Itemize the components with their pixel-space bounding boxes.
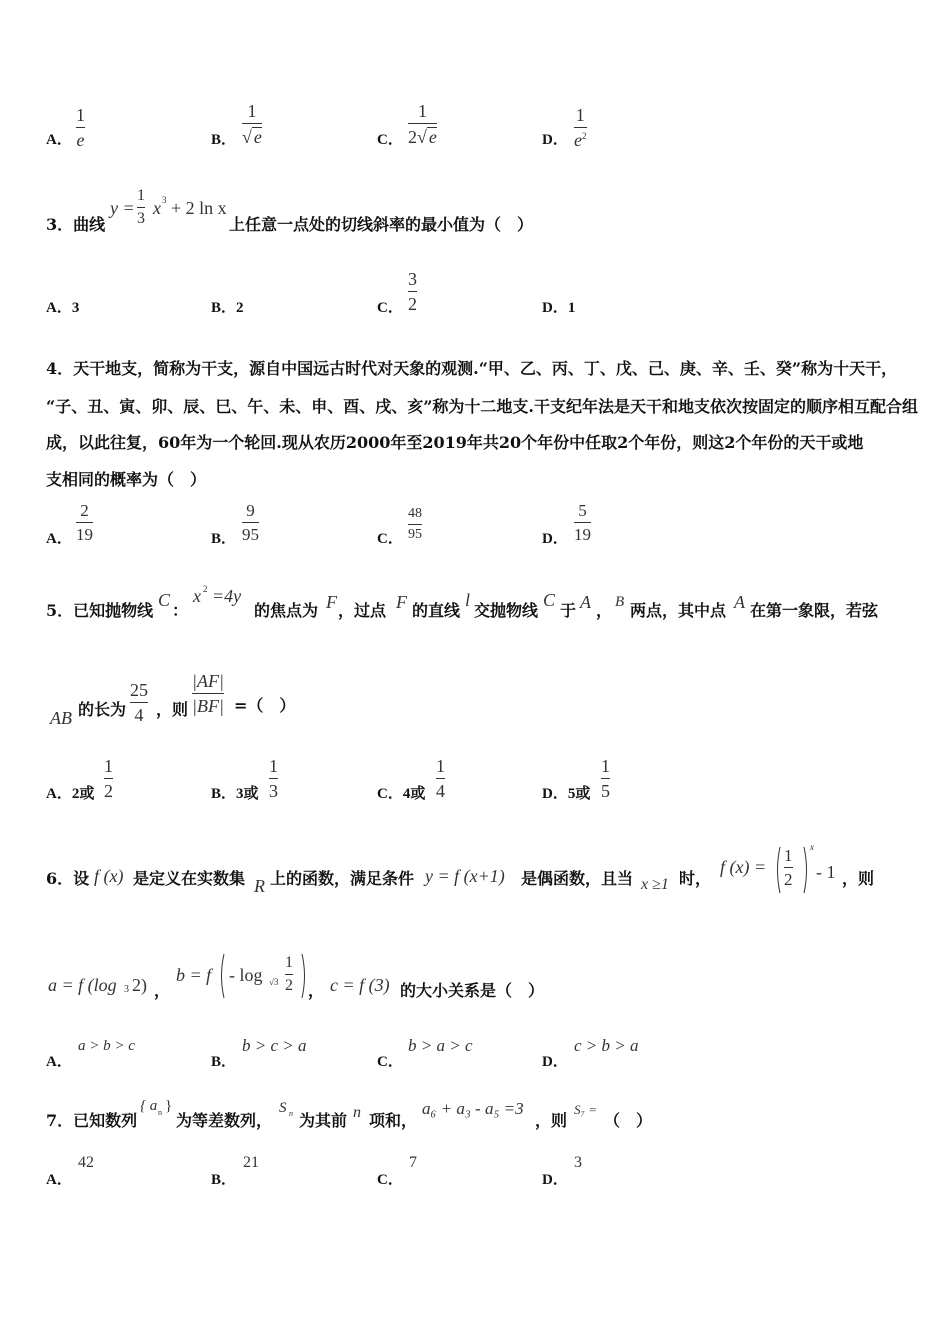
- q5-text-5: 交抛物线: [474, 601, 539, 620]
- q6-text-3: 上的函数，满足条件: [270, 869, 415, 888]
- q5-symbol-a: A: [580, 592, 591, 612]
- q6-text-1: 6．设: [46, 869, 90, 888]
- q2-option-c-value: 1 2√ e: [408, 101, 437, 147]
- q6-x-ge-1: x ≥1: [641, 876, 669, 893]
- q3-prefix: 3．曲线: [46, 215, 106, 234]
- q6-b-sub: √3: [269, 977, 279, 987]
- q7-text-1: 7．已知数列: [46, 1111, 138, 1130]
- q3-suffix: 上任意一点处的切线斜率的最小值为（ ）: [229, 215, 534, 234]
- q5-option-a-label: A．2或: [46, 786, 95, 802]
- q6-a-sub: 3: [124, 984, 129, 995]
- q7-n: n: [353, 1104, 361, 1121]
- q3-formula-fraction: 1 3: [137, 187, 145, 227]
- q5-option-d-value: 1 5: [601, 756, 610, 801]
- q7-seq-close: }: [165, 1098, 173, 1114]
- q2-option-a-value: 1 e: [76, 105, 85, 150]
- q5-symbol-ab: AB: [50, 708, 72, 728]
- q2-option-d-value: 1 $e^2$: [574, 105, 587, 150]
- q3-option-d: D．1: [542, 300, 576, 316]
- q5-ratio-fraction: |AF| |BF|: [192, 671, 224, 716]
- q5-text-10: ，则: [156, 700, 189, 719]
- q6-a-expr: a = f (log: [48, 975, 117, 995]
- q5-text-8: 在第一象限，若弦: [750, 601, 879, 620]
- q7-option-c-label: C．: [377, 1172, 403, 1188]
- q4-option-a-label: A．: [46, 531, 72, 547]
- q3-formula-exp: 3: [162, 195, 167, 205]
- q3-formula-tail: + 2 ln x: [171, 198, 227, 218]
- q5-eq-lhs: x: [193, 586, 201, 606]
- q6-def-lhs: f (x) =: [720, 857, 767, 877]
- q7-text-2: 为等差数列，: [176, 1111, 273, 1130]
- q4-option-c-value: 48 95: [408, 506, 422, 542]
- q5-text-1: 5．已知抛物线: [46, 601, 154, 620]
- q5-length-fraction: 25 4: [130, 680, 148, 725]
- q6-text-4: 是偶函数，且当: [521, 869, 634, 888]
- q3-formula-x: x: [153, 198, 161, 218]
- q5-symbol-b: B: [615, 594, 625, 610]
- q3-option-b: B．2: [211, 300, 244, 316]
- q6-a-tail: 2): [132, 975, 147, 995]
- q3-option-c-value: 3 2: [408, 269, 417, 314]
- q7-text-3: 为其前: [299, 1111, 348, 1130]
- q5-text-4: 的直线: [412, 601, 461, 620]
- q2-option-b-label: B．: [211, 132, 237, 148]
- q5-option-a-value: 1 2: [104, 756, 113, 801]
- q5-text-2: 的焦点为: [254, 601, 319, 620]
- q5-option-c-value: 1 4: [436, 756, 445, 801]
- q7-option-a-label: A．: [46, 1172, 72, 1188]
- q5-text-11: =（ ）: [234, 696, 296, 715]
- q7-text-4: 项和，: [369, 1111, 418, 1130]
- q5-comma: ，: [596, 601, 613, 620]
- q4-option-d-value: 5 19: [574, 501, 591, 544]
- q7-equation: a₆ + a₃ - a₅ =3: [422, 1099, 524, 1118]
- q6-sep-1: ，: [154, 981, 171, 1000]
- q4-line-4: 支相同的概率为（ ）: [46, 470, 207, 489]
- q6-option-a-expr: a > b > c: [78, 1038, 135, 1054]
- q5-eq-exp: 2: [203, 584, 208, 594]
- q4-line-3: 成，以此往复，60年为一个轮回.现从农历2000年至2019年共20个年份中任取2个年份，则这2个年份的天干或地: [46, 433, 864, 452]
- q6-option-d-expr: c > b > a: [574, 1036, 639, 1055]
- q4-line-1: 4．天干地支，简称为干支，源自中国远古时代对天象的观测.“甲、乙、丙、丁、戊、己、庚、辛、壬、癸”称为十天干，: [46, 359, 898, 378]
- q2-option-c-label: C．: [377, 132, 403, 148]
- q6-option-c-label: C．: [377, 1054, 403, 1070]
- q6-b-half: 1 2: [285, 954, 293, 994]
- q7-text-5: ，则: [535, 1111, 568, 1130]
- q5-text-3: ，过点: [338, 601, 387, 620]
- q5-text-9: 的长为: [78, 700, 127, 719]
- q6-condition: y = f (x+1): [425, 866, 505, 886]
- q5-option-b-value: 1 3: [269, 756, 278, 801]
- q7-option-b-label: B．: [211, 1172, 237, 1188]
- q5-text-6: 于: [560, 601, 577, 620]
- q3-option-a: A．3: [46, 300, 80, 316]
- q3-option-c-label: C．: [377, 300, 403, 316]
- q6-option-b-label: B．: [211, 1054, 237, 1070]
- q7-s: S: [279, 1100, 287, 1116]
- q5-option-c-label: C．4或: [377, 786, 426, 802]
- q5-eq-rhs: =4y: [212, 586, 242, 606]
- q5-symbol-f-2: F: [396, 592, 407, 612]
- q7-option-c-value: 7: [409, 1154, 417, 1171]
- q6-b-expr: b = f: [176, 965, 212, 985]
- q7-seq: { a: [140, 1098, 158, 1114]
- q5-option-d-label: D．5或: [542, 786, 591, 802]
- q6-sep-2: ，: [308, 981, 325, 1000]
- q5-colon: ：: [172, 601, 189, 620]
- q6-option-b-expr: b > c > a: [242, 1036, 307, 1055]
- q4-option-d-label: D．: [542, 531, 568, 547]
- q7-option-d-value: 3: [574, 1154, 582, 1171]
- q6-symbol-r: R: [254, 876, 265, 896]
- q2-option-a-label: A．: [46, 132, 72, 148]
- q4-line-2: “子、丑、寅、卯、辰、巳、午、未、申、酉、戌、亥”称为十二地支.干支纪年法是天干和地支依次按固定的顺序相互配合组: [46, 397, 918, 416]
- q2-option-d-label: D．: [542, 132, 568, 148]
- q7-option-d-label: D．: [542, 1172, 568, 1188]
- q4-option-b-value: 9 95: [242, 501, 259, 544]
- q5-symbol-c: C: [158, 590, 171, 610]
- q6-fx: f (x): [94, 866, 124, 886]
- q5-symbol-a-2: A: [734, 592, 745, 612]
- q6-option-a-label: A．: [46, 1054, 72, 1070]
- q5-symbol-l: l: [465, 590, 471, 610]
- q4-option-b-label: B．: [211, 531, 237, 547]
- q4-option-c-label: C．: [377, 531, 403, 547]
- q6-text-6: ，则: [842, 869, 875, 888]
- q7-s-sub: n: [289, 1109, 293, 1118]
- q6-def-exp: x: [810, 842, 814, 852]
- q6-option-c-expr: b > a > c: [408, 1036, 473, 1055]
- q5-text-7: 两点，其中点: [630, 601, 727, 620]
- q6-option-d-label: D．: [542, 1054, 568, 1070]
- q6-c-expr: c = f (3): [330, 975, 390, 995]
- q5-symbol-f: F: [326, 592, 337, 612]
- q7-option-b-value: 21: [243, 1154, 259, 1171]
- q7-text-6: （ ）: [604, 1111, 653, 1130]
- q6-def-half: 1 2: [784, 846, 793, 889]
- q7-s7: S₇ =: [574, 1102, 598, 1117]
- q3-formula-lhs: y =: [110, 198, 135, 218]
- q7-seq-sub: n: [158, 1108, 162, 1117]
- q6-b-inner: - log: [229, 965, 263, 985]
- q6-text-5: 时，: [679, 869, 712, 888]
- q6-text-7: 的大小关系是（ ）: [400, 981, 545, 1000]
- q5-option-b-label: B．3或: [211, 786, 259, 802]
- q2-option-b-value: 1 √ e: [242, 101, 262, 147]
- q5-symbol-c-2: C: [543, 590, 556, 610]
- q7-option-a-value: 42: [78, 1154, 94, 1171]
- q6-def-tail: - 1: [816, 862, 836, 882]
- q4-option-a-value: 2 19: [76, 501, 93, 544]
- q6-text-2: 是定义在实数集: [133, 869, 246, 888]
